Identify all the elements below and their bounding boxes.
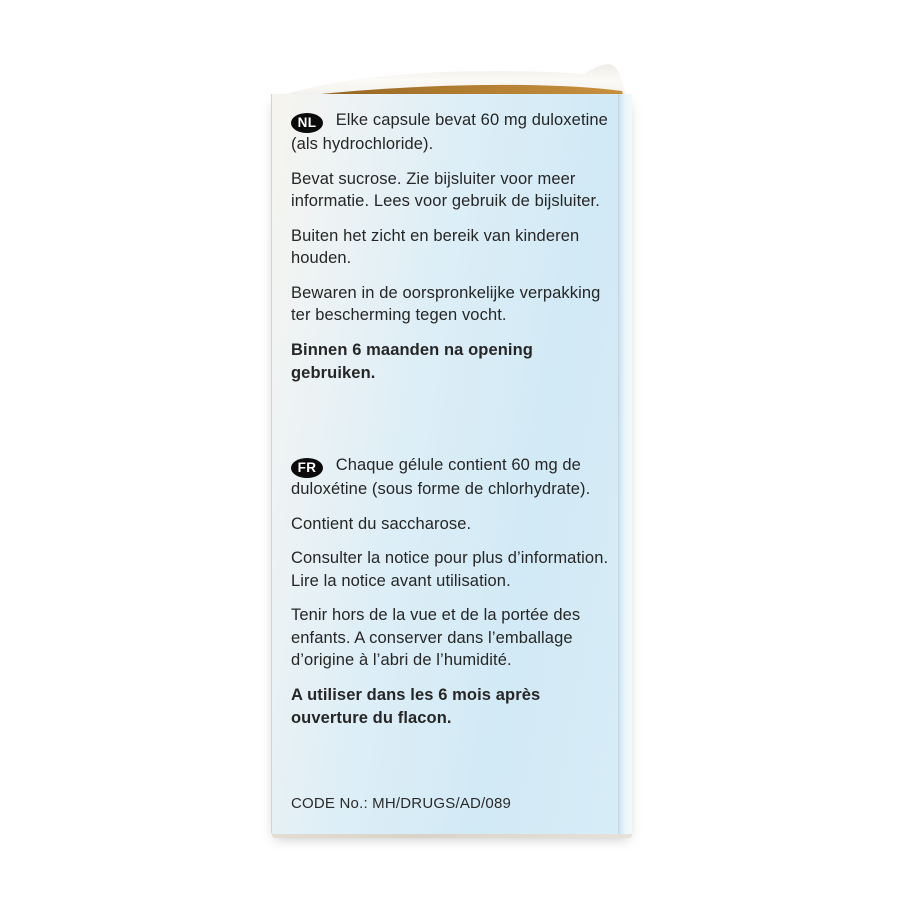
fr-section <box>291 454 615 742</box>
nl-use-within-paragraph: Binnen 6 maanden na opening gebruiken. <box>291 340 533 382</box>
nl-storage-paragraph: Bewaren in de oorspronkelijke verpakking ter bescherming tegen vocht. <box>291 283 601 324</box>
fr-use-within-paragraph: A utiliser dans les 6 mois après ouverture du flacon. <box>291 685 541 727</box>
nl-intro-paragraph <box>291 109 615 156</box>
fr-saccharose-paragraph: Contient du saccharose. <box>291 514 472 533</box>
nl-sucrose-paragraph: Bevat sucrose. Zie bijsluiter voor meer informatie. Lees voor gebruik de bijsluiter. <box>291 169 600 210</box>
fr-notice-paragraph: Consulter la notice pour plus d’information. Lire la notice avant utilisation. <box>291 549 609 590</box>
code-number-line: CODE No.: MH/DRUGS/AD/089 <box>291 795 512 812</box>
nl-intro-text: Elke capsule bevat 60 mg duloxetine (als hydrochloride). <box>291 111 608 153</box>
nl-language-badge: NL <box>291 113 323 133</box>
nl-children-paragraph: Buiten het zicht en bereik van kinderen houden. <box>291 226 580 267</box>
fr-language-badge: FR <box>291 458 323 478</box>
medicine-box-side-panel <box>271 94 632 835</box>
nl-section <box>291 109 615 397</box>
fr-children-storage-paragraph: Tenir hors de la vue et de la portée des enfants. A conserver dans l’emballage d’origine à l’abri de l’humidité. <box>291 606 581 669</box>
box-right-fold-edge <box>618 94 632 835</box>
fr-intro-paragraph <box>291 454 615 501</box>
fr-intro-text: Chaque gélule contient 60 mg de duloxétine (sous forme de chlorhydrate). <box>291 456 591 498</box>
